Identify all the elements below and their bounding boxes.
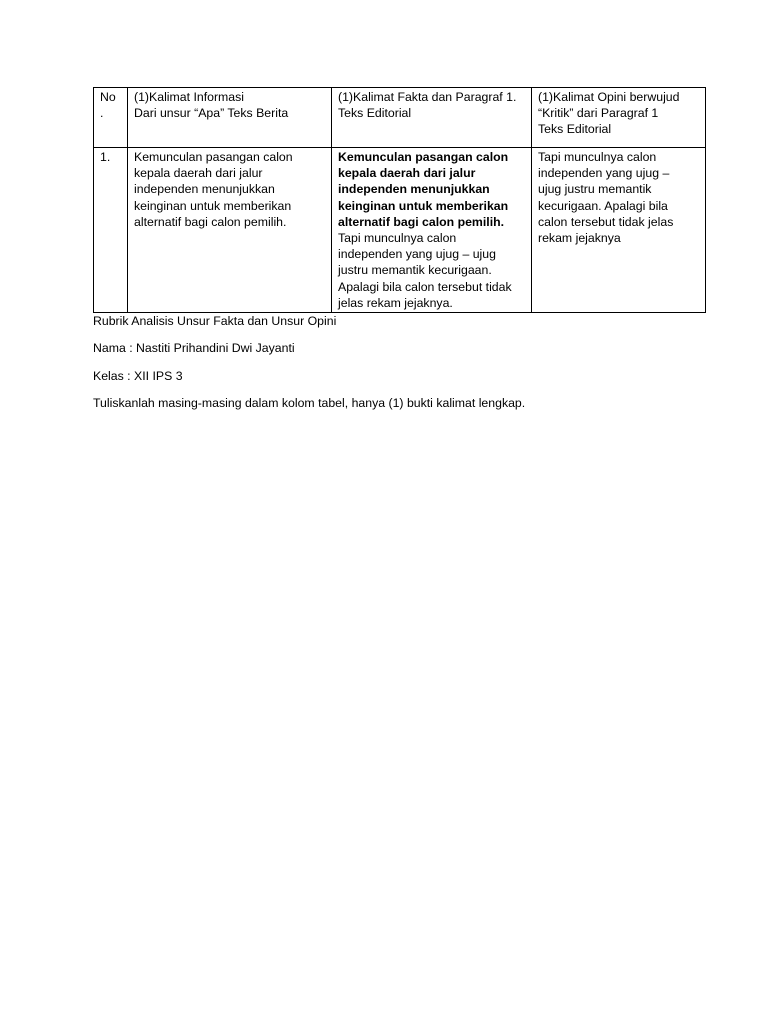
row-no-text: 1. (100, 150, 111, 164)
analysis-table (93, 87, 706, 313)
fakta-line: Tapi munculnya calon (338, 231, 457, 246)
header-info-text: Dari unsur “Apa” Teks Berita (134, 106, 289, 121)
opini-line: independen yang ujug – (538, 166, 670, 181)
header-no-text: No (100, 90, 116, 104)
opini-line: rekam jejaknya (538, 231, 621, 246)
row-fakta-cell (332, 148, 532, 313)
fakta-line: Apalagi bila calon tersebut tidak (338, 279, 512, 294)
fakta-bold-line: kepala daerah dari jalur (338, 166, 476, 181)
info-line: independen menunjukkan (134, 182, 275, 197)
fakta-bold-line: Kemunculan pasangan calon (338, 150, 509, 164)
header-opini-cell (532, 88, 706, 148)
student-name: Nama : Nastiti Prihandini Dwi Jayanti (93, 341, 295, 355)
header-fakta-text: (1)Kalimat Fakta dan Paragraf 1. (338, 90, 517, 104)
row-info-cell (128, 148, 332, 313)
fakta-bold-line: independen menunjukkan (338, 182, 490, 197)
info-line: keinginan untuk memberikan (134, 198, 292, 213)
fakta-bold-line: keinginan untuk memberikan (338, 198, 509, 213)
table-header-row (94, 88, 706, 148)
header-info-text: (1)Kalimat Informasi (134, 90, 245, 104)
opini-line: ujug justru memantik (538, 182, 652, 197)
header-no-cell (94, 88, 128, 148)
opini-line: calon tersebut tidak jelas (538, 214, 674, 229)
header-fakta-text: Teks Editorial (338, 106, 412, 121)
header-info-cell (128, 88, 332, 148)
row-opini-cell (532, 148, 706, 313)
fakta-bold-line: alternatif bagi calon pemilih. (338, 214, 505, 229)
info-line: alternatif bagi calon pemilih. (134, 214, 287, 229)
fakta-line: justru memantik kecurigaan. (338, 263, 492, 278)
opini-line: kecurigaan. Apalagi bila (538, 198, 668, 213)
info-line: kepala daerah dari jalur (134, 166, 263, 181)
opini-line: Tapi munculnya calon (538, 150, 657, 164)
table-row (94, 148, 706, 313)
fakta-line: jelas rekam jejaknya. (338, 295, 453, 310)
header-no-text: . (100, 106, 104, 121)
row-no-cell (94, 148, 128, 313)
rubric-title: Rubrik Analisis Unsur Fakta dan Unsur Opini (93, 314, 337, 328)
header-opini-text: (1)Kalimat Opini berwujud (538, 90, 680, 104)
header-opini-text: “Kritik” dari Paragraf 1 (538, 106, 659, 121)
student-class: Kelas : XII IPS 3 (93, 369, 183, 383)
info-line: Kemunculan pasangan calon (134, 150, 293, 164)
header-fakta-cell (332, 88, 532, 148)
header-opini-text: Teks Editorial (538, 122, 612, 137)
fakta-line: independen yang ujug – ujug (338, 247, 496, 262)
instruction-text: Tuliskanlah masing-masing dalam kolom tabel, hanya (1) bukti kalimat lengkap. (93, 396, 526, 410)
